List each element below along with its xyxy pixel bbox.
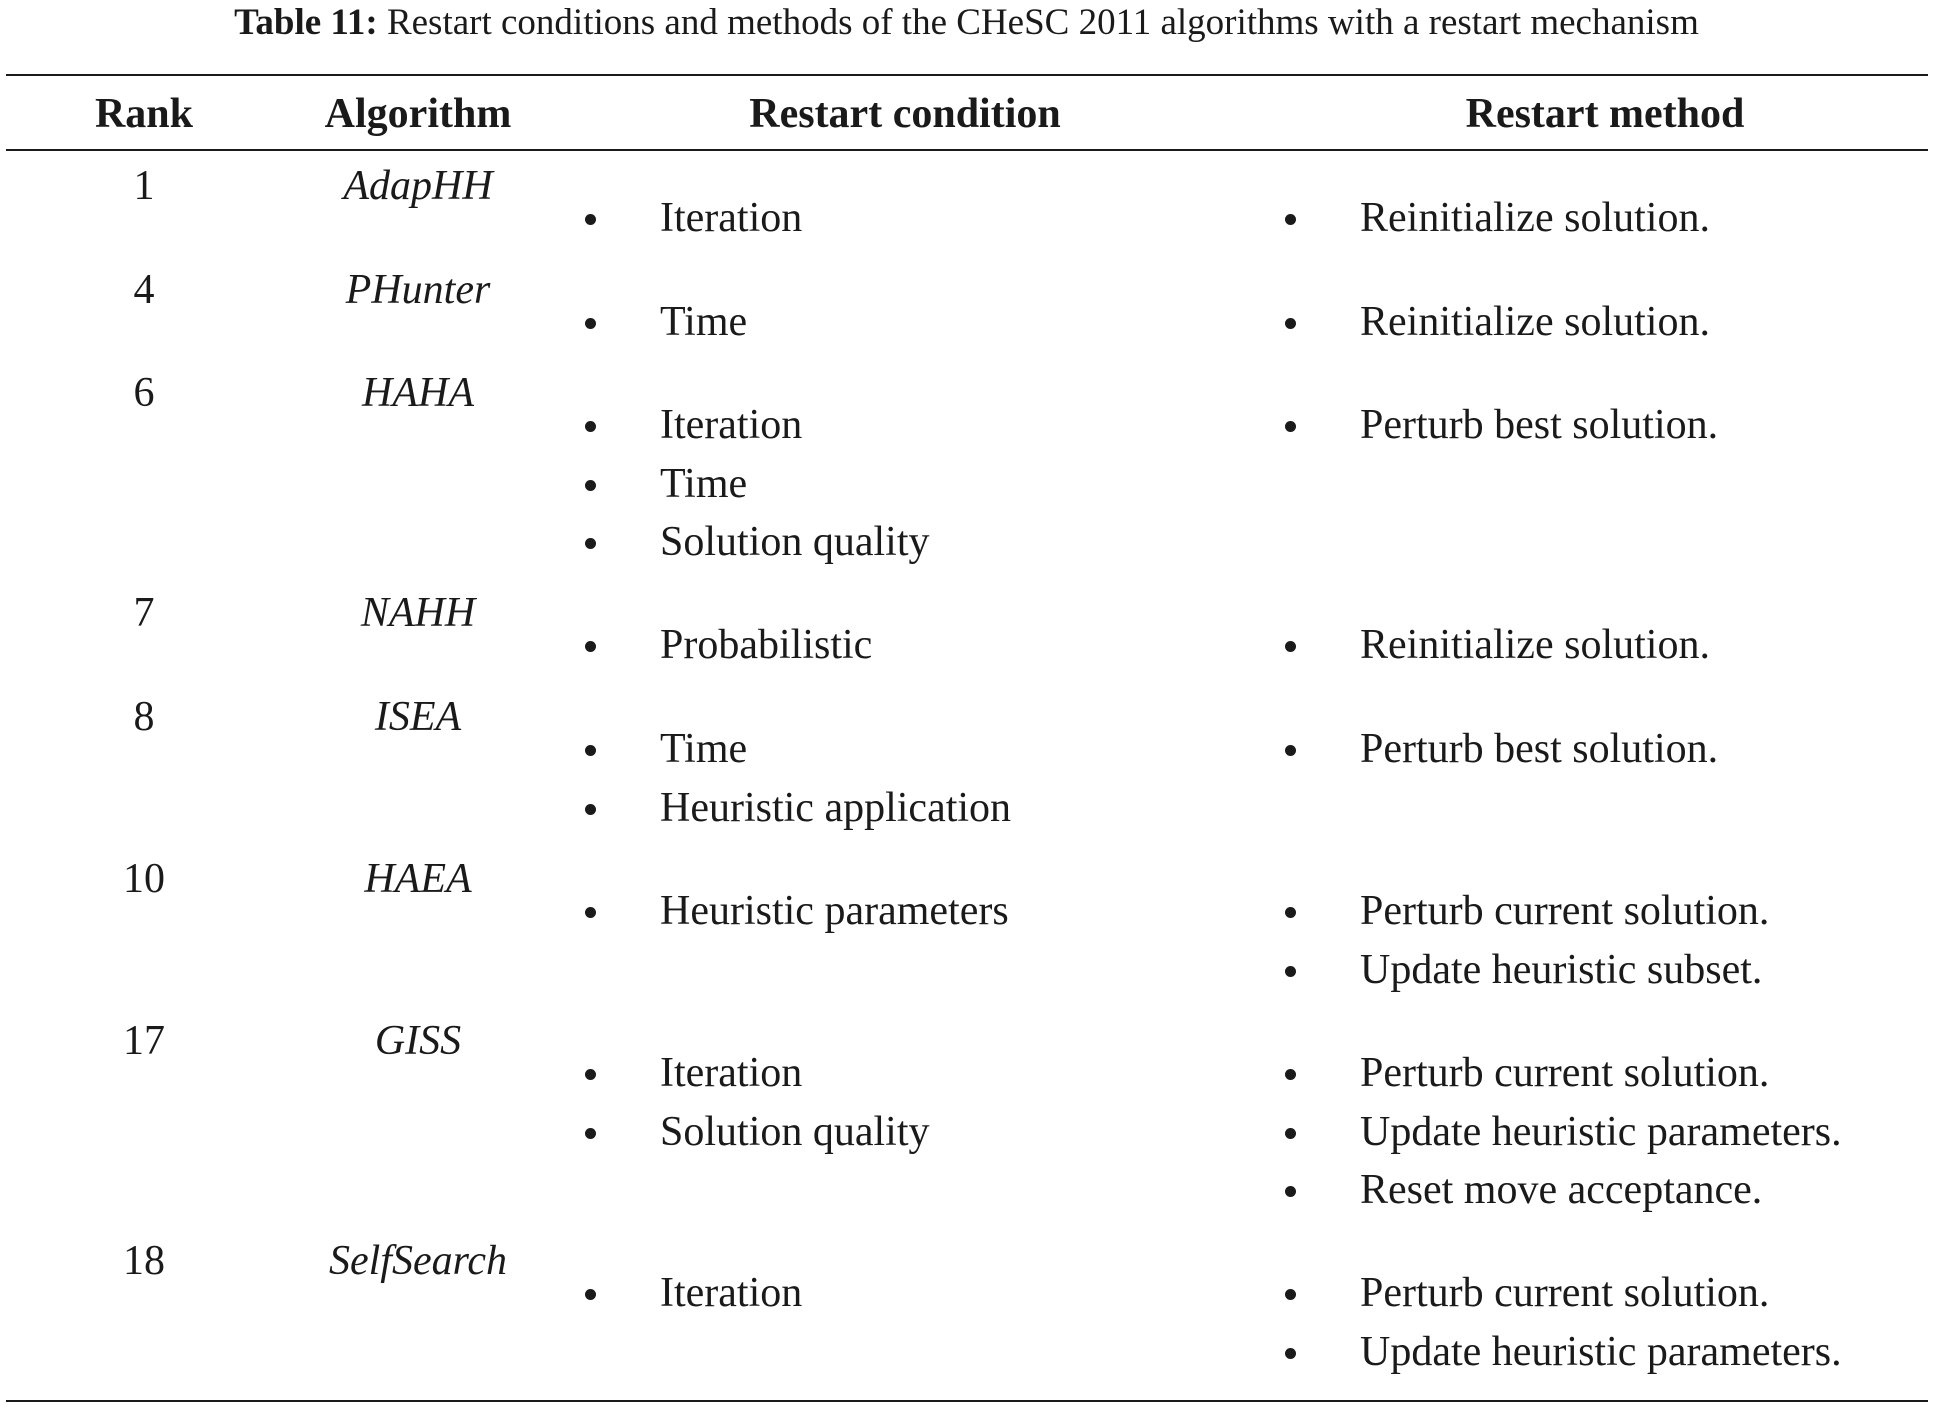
restart-condition-text: Iteration xyxy=(660,1050,803,1096)
restart-method-item xyxy=(1280,396,1718,455)
restart-condition-item xyxy=(580,396,930,455)
table-caption xyxy=(0,2,1933,44)
header-rank: Rank xyxy=(94,91,194,137)
bullet-icon xyxy=(585,480,596,491)
restart-method-item xyxy=(1280,1264,1842,1323)
restart-method-item xyxy=(1280,293,1710,352)
restart-condition-list xyxy=(580,882,1009,941)
restart-method-text: Update heuristic parameters. xyxy=(1360,1108,1842,1155)
restart-condition-item xyxy=(580,1264,802,1323)
restart-condition-item xyxy=(580,720,1011,779)
restart-method-text: Perturb current solution. xyxy=(1360,1270,1770,1316)
restart-condition-text: Solution quality xyxy=(660,519,930,565)
restart-method-list xyxy=(1280,293,1710,352)
restart-method-list xyxy=(1280,616,1710,675)
restart-condition-item xyxy=(580,293,747,352)
restart-condition-list xyxy=(580,1044,930,1161)
restart-condition-item xyxy=(580,513,930,572)
restart-method-text: Reinitialize solution. xyxy=(1360,299,1710,345)
bullet-icon xyxy=(1285,214,1296,225)
restart-condition-item xyxy=(580,882,1009,941)
header-algorithm: Algorithm xyxy=(324,91,512,137)
restart-condition-text: Solution quality xyxy=(660,1108,930,1155)
restart-method-item xyxy=(1280,1103,1842,1162)
bullet-icon xyxy=(1285,745,1296,756)
restart-method-text: Reinitialize solution. xyxy=(1360,195,1710,241)
restart-condition-list xyxy=(580,720,1011,837)
restart-method-item xyxy=(1280,1323,1842,1382)
bullet-icon xyxy=(1285,641,1296,652)
bullet-icon xyxy=(585,538,596,549)
bullet-icon xyxy=(1285,1069,1296,1080)
rank-cell: 6 xyxy=(133,370,155,416)
restart-method-list xyxy=(1280,189,1710,248)
algorithm-cell: ISEA xyxy=(374,694,462,740)
bullet-icon xyxy=(1285,1289,1296,1300)
restart-method-list xyxy=(1280,882,1769,999)
restart-condition-list xyxy=(580,616,872,675)
bullet-icon xyxy=(1285,318,1296,329)
restart-condition-text: Iteration xyxy=(660,195,803,241)
restart-method-text: Reset move acceptance. xyxy=(1360,1167,1763,1213)
restart-condition-item xyxy=(580,779,1011,838)
restart-method-item xyxy=(1280,720,1718,779)
bullet-icon xyxy=(1285,421,1296,432)
restart-method-item xyxy=(1280,882,1769,941)
restart-method-text: Perturb best solution. xyxy=(1360,726,1719,772)
algorithm-cell: SelfSearch xyxy=(328,1238,508,1284)
restart-method-item xyxy=(1280,616,1710,675)
restart-method-text: Perturb current solution. xyxy=(1360,888,1770,934)
bullet-icon xyxy=(1285,966,1296,977)
bullet-icon xyxy=(585,804,596,815)
rank-cell: 7 xyxy=(133,590,155,636)
algorithm-cell: NAHH xyxy=(360,590,476,636)
header-rule xyxy=(6,149,1928,151)
bullet-icon xyxy=(585,1069,596,1080)
bullet-icon xyxy=(585,1289,596,1300)
restart-method-text: Perturb current solution. xyxy=(1360,1050,1770,1096)
top-rule xyxy=(6,74,1928,76)
restart-condition-item xyxy=(580,1103,930,1162)
restart-method-text: Update heuristic subset. xyxy=(1360,946,1763,993)
bullet-icon xyxy=(585,318,596,329)
restart-condition-text: Time xyxy=(660,299,748,345)
algorithm-cell: HAEA xyxy=(364,856,472,902)
rank-cell: 18 xyxy=(123,1238,165,1284)
bottom-rule xyxy=(6,1400,1928,1402)
header-restart-condition: Restart condition xyxy=(749,91,1061,137)
restart-method-list xyxy=(1280,396,1718,455)
bullet-icon xyxy=(1285,1128,1296,1139)
bullet-icon xyxy=(585,907,596,918)
restart-method-list xyxy=(1280,1264,1842,1381)
bullet-icon xyxy=(1285,1186,1296,1197)
algorithm-cell: GISS xyxy=(374,1018,462,1064)
restart-condition-text: Time xyxy=(660,460,748,507)
restart-method-list xyxy=(1280,1044,1842,1220)
bullet-icon xyxy=(585,641,596,652)
bullet-icon xyxy=(1285,1348,1296,1359)
bullet-icon xyxy=(585,1128,596,1139)
restart-condition-text: Probabilistic xyxy=(660,622,873,668)
algorithm-cell: AdapHH xyxy=(343,163,493,209)
restart-condition-text: Iteration xyxy=(660,1270,803,1316)
rank-cell: 1 xyxy=(133,163,155,209)
rank-cell: 4 xyxy=(133,267,155,313)
restart-method-item xyxy=(1280,189,1710,248)
caption-text: Restart conditions and methods of the CHeSC 2011 algorithms with a restart mechanism xyxy=(377,2,1699,43)
restart-method-text: Reinitialize solution. xyxy=(1360,622,1710,668)
restart-condition-list xyxy=(580,396,930,572)
rank-cell: 17 xyxy=(123,1018,165,1064)
restart-condition-text: Heuristic application xyxy=(660,784,1012,831)
restart-method-list xyxy=(1280,720,1718,779)
restart-condition-item xyxy=(580,189,802,248)
bullet-icon xyxy=(1285,907,1296,918)
rank-cell: 8 xyxy=(133,694,155,740)
restart-method-item xyxy=(1280,1161,1842,1220)
bullet-icon xyxy=(585,421,596,432)
restart-method-text: Update heuristic parameters. xyxy=(1360,1328,1842,1375)
restart-condition-text: Time xyxy=(660,726,748,772)
rank-cell: 10 xyxy=(123,856,165,902)
restart-condition-list xyxy=(580,189,802,248)
restart-condition-list xyxy=(580,1264,802,1323)
restart-method-text: Perturb best solution. xyxy=(1360,402,1719,448)
restart-method-item xyxy=(1280,1044,1842,1103)
algorithm-cell: PHunter xyxy=(345,267,491,313)
restart-condition-item xyxy=(580,1044,930,1103)
header-restart-method: Restart method xyxy=(1465,91,1745,137)
restart-condition-item xyxy=(580,616,872,675)
restart-condition-text: Iteration xyxy=(660,402,803,448)
restart-condition-text: Heuristic parameters xyxy=(660,888,1009,934)
restart-condition-item xyxy=(580,455,930,514)
restart-condition-list xyxy=(580,293,747,352)
algorithm-cell: HAHA xyxy=(362,370,474,416)
restart-method-item xyxy=(1280,941,1769,1000)
bullet-icon xyxy=(585,745,596,756)
bullet-icon xyxy=(585,214,596,225)
caption-label: Table 11: xyxy=(234,2,378,43)
